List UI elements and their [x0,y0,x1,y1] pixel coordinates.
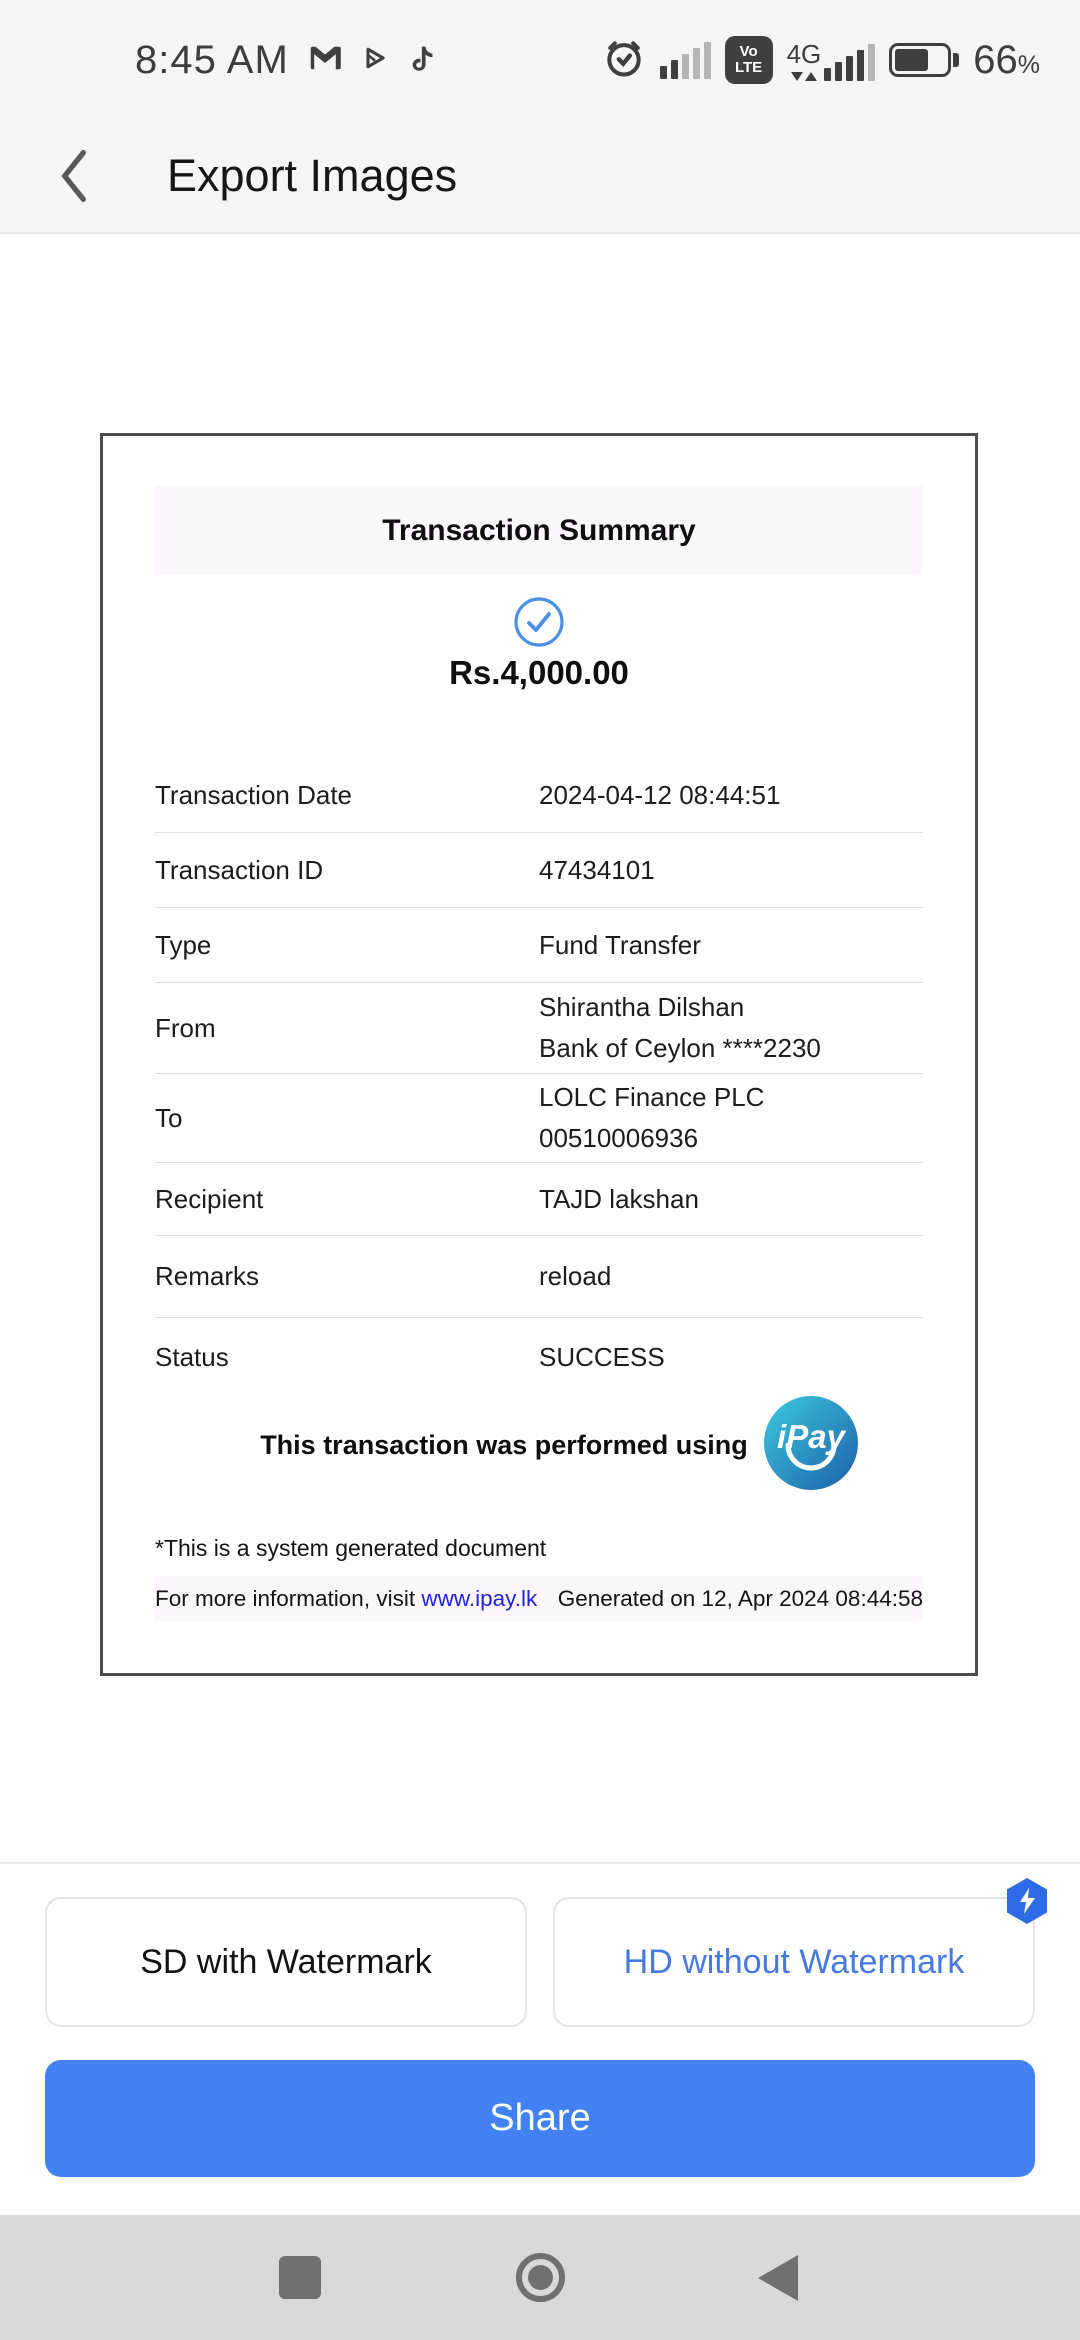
row-label: Transaction ID [155,854,324,885]
chevron-left-icon [55,148,93,204]
success-check-icon [155,596,923,648]
table-row [155,1163,923,1236]
home-button[interactable] [516,2253,565,2302]
row-value: TAJD lakshan [539,1183,699,1214]
panel-divider [0,1862,1080,1864]
row-label: To [155,1102,183,1133]
row-value: Shirantha Dilshan Bank of Ceylon ****2230 [539,992,821,1063]
back-nav-button[interactable] [758,2255,798,2301]
home-button-dot [528,2265,553,2290]
premium-lightning-icon [1007,1878,1047,1924]
android-nav-bar [0,2215,1080,2340]
row-label: Transaction Date [155,779,353,810]
export-options [45,1897,1035,2027]
sd-watermark-button[interactable]: SD with Watermark [45,1897,527,2027]
table-row [155,983,923,1074]
header [0,120,1080,234]
receipt-card [100,433,978,1676]
status-bar [0,0,1080,120]
table-row [155,1074,923,1163]
performed-using-text: This transaction was performed using [260,1430,748,1460]
transaction-amount: Rs.4,000.00 [449,654,629,691]
row-value: 47434101 [539,854,655,885]
play-icon [361,44,389,77]
alarm-icon [602,36,646,85]
signal-sim1-icon [660,42,711,79]
back-button[interactable] [55,141,115,211]
signal-sim2-icon [787,39,876,81]
row-label: Remarks [155,1261,260,1291]
table-row [155,908,923,983]
row-value: 2024-04-12 08:44:51 [539,779,781,810]
row-value: reload [539,1261,612,1291]
row-label: From [155,1012,216,1043]
footer-info: For more information, visit www.ipay.lk [155,1585,538,1611]
row-label: Status [155,1341,229,1372]
network-4g-label: 4G [786,39,822,69]
receipt-title: Transaction Summary [382,513,696,547]
page-title: Export Images [167,150,458,201]
receipt-title-band [155,486,923,575]
battery-icon [889,43,959,77]
ipay-link: www.ipay.lk [421,1585,538,1611]
hd-no-watermark-button[interactable]: HD without Watermark [553,1897,1035,2027]
svg-text:iPay: iPay [776,1418,845,1455]
volte-badge-icon: Vo LTE [725,36,773,84]
system-generated-note: *This is a system generated document [155,1535,547,1561]
row-label: Type [155,929,212,960]
ipay-logo [764,1396,858,1495]
data-arrows-icon [791,72,817,81]
row-value: SUCCESS [539,1341,665,1372]
generated-timestamp: Generated on 12, Apr 2024 08:44:58 [557,1585,923,1611]
gmail-icon [307,40,343,81]
transaction-table [155,758,923,1396]
row-value: Fund Transfer [539,929,701,960]
recents-button[interactable] [279,2256,321,2299]
battery-percent: 66% [973,37,1040,82]
music-note-icon [407,41,441,80]
table-row [155,758,923,833]
clock-time: 8:45 AM [135,37,289,82]
row-label: Recipient [155,1183,264,1214]
row-value: LOLC Finance PLC 00510006936 [539,1082,765,1153]
table-row [155,1236,923,1318]
table-row [155,833,923,908]
performed-using-line [195,1396,923,1495]
receipt-footer [155,1576,923,1621]
table-row [155,1318,923,1396]
share-button[interactable]: Share [45,2060,1035,2177]
